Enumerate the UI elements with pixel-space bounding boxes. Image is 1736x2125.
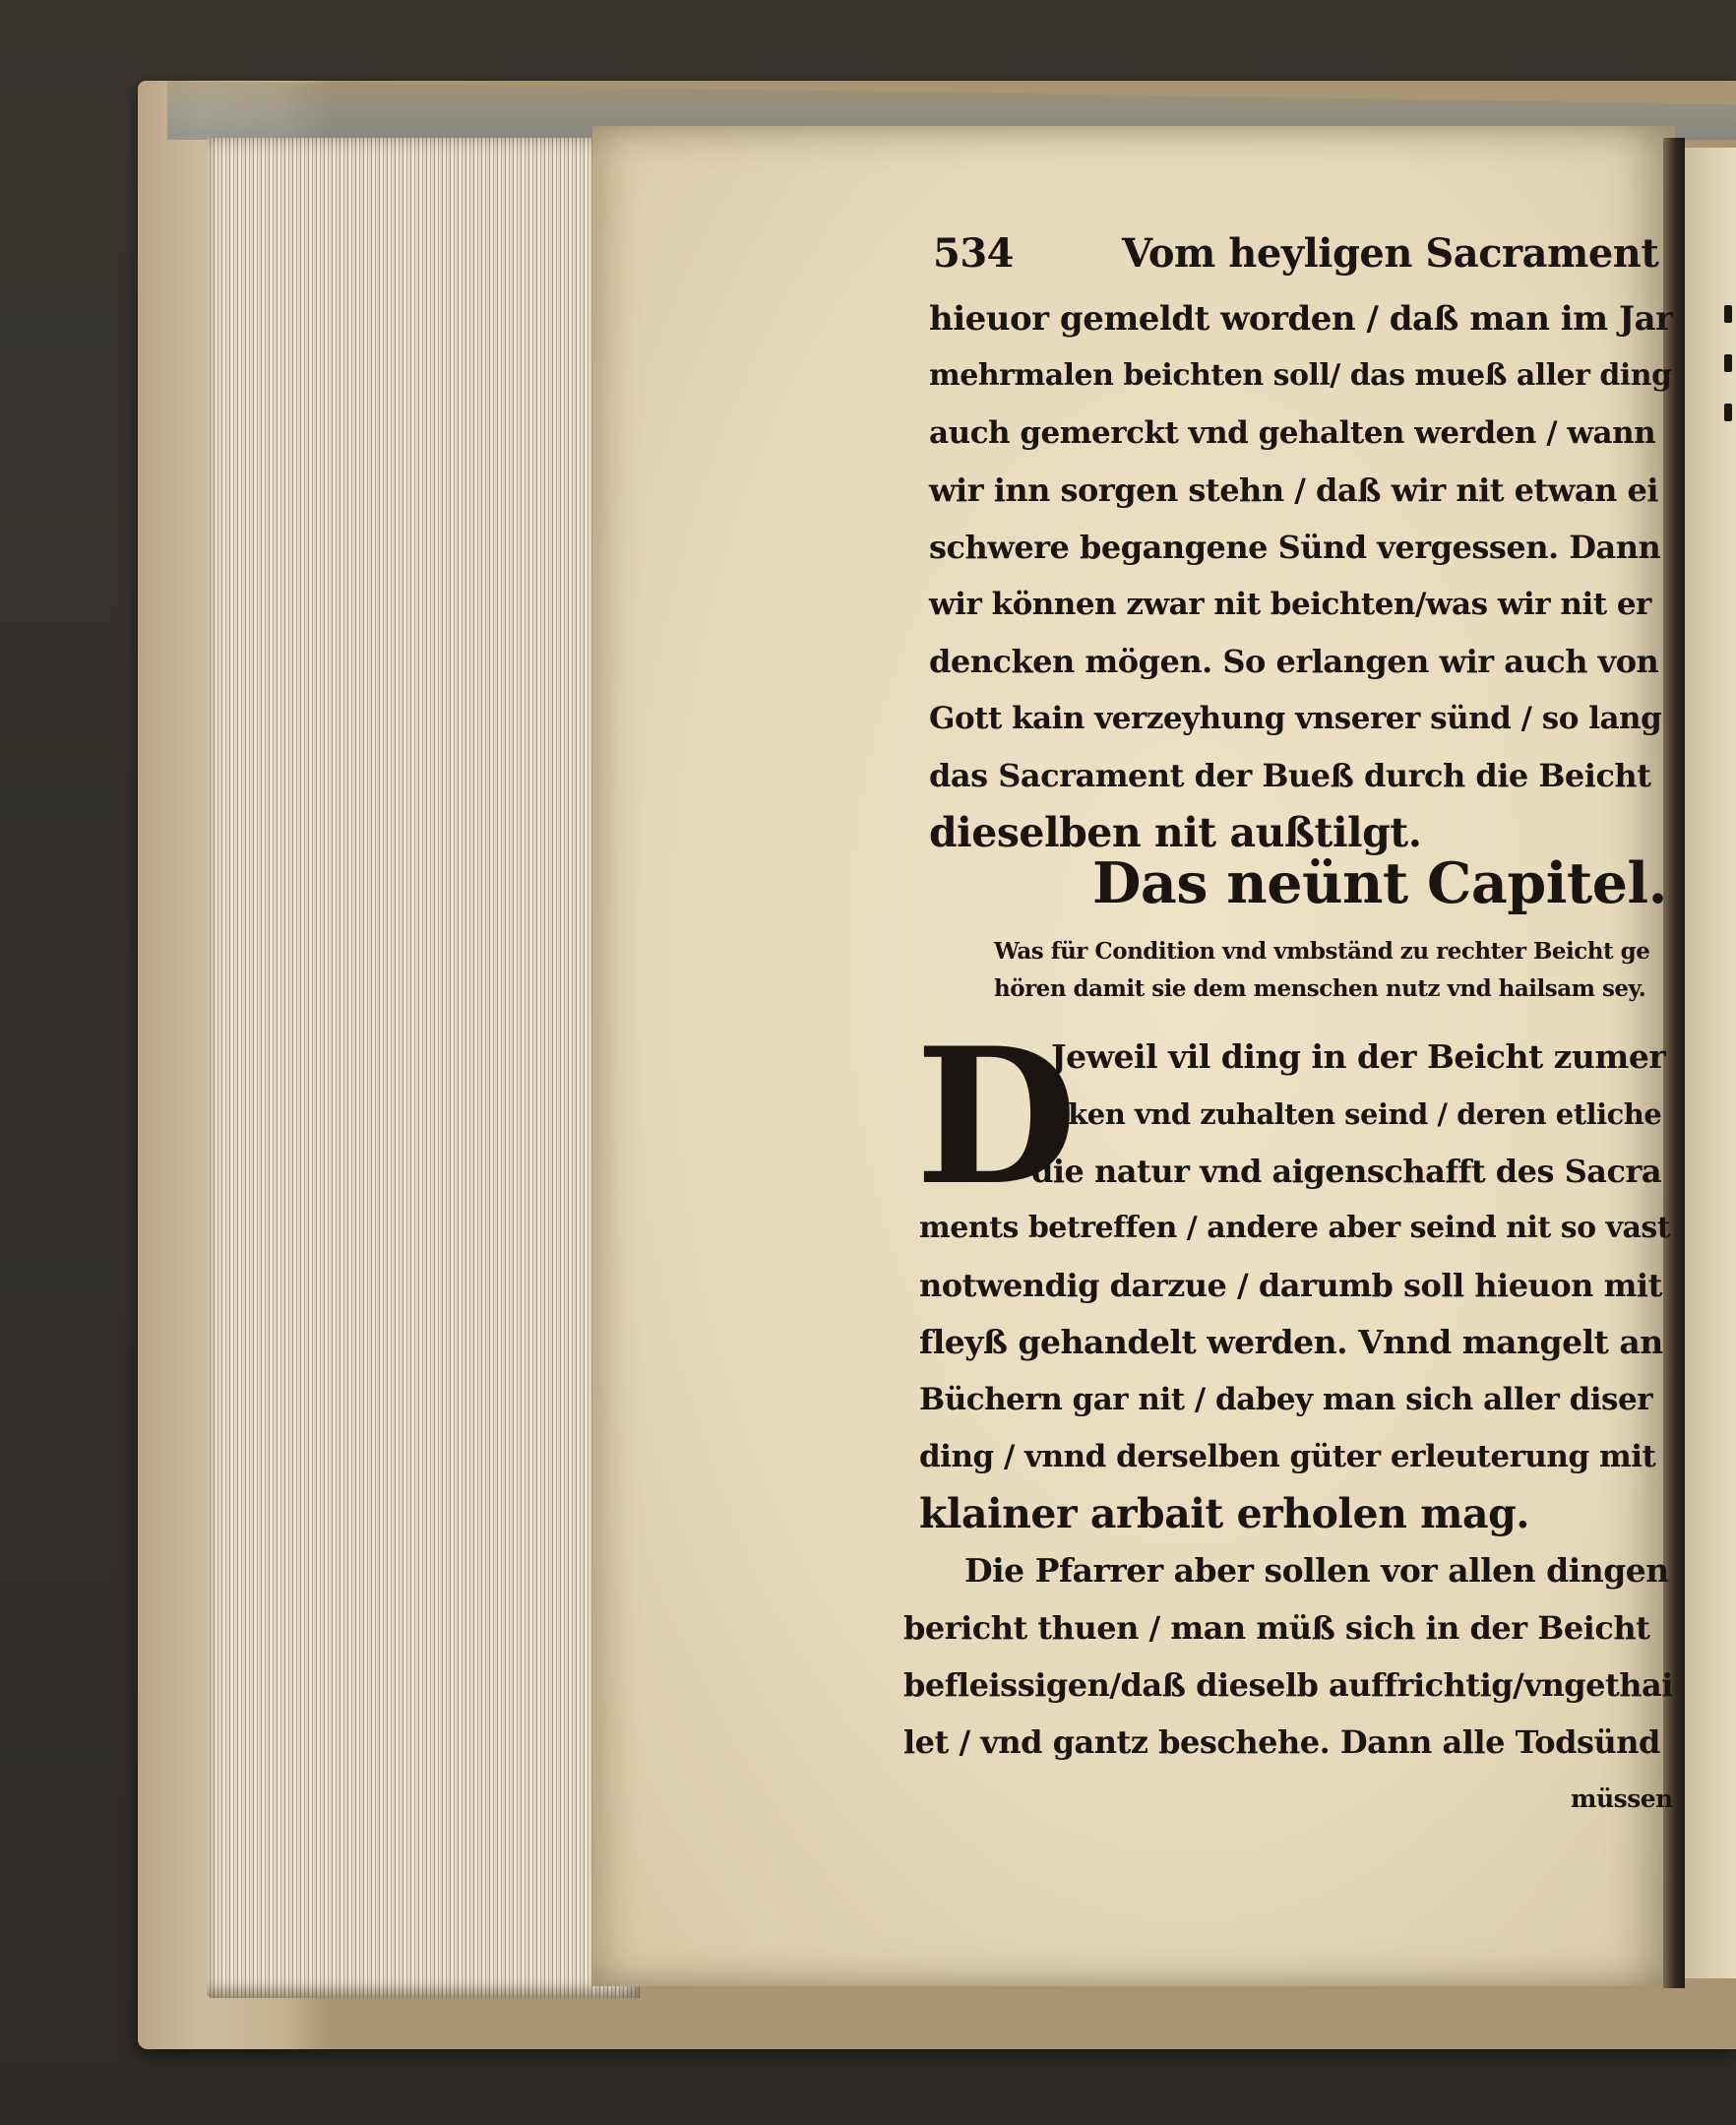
text-line: auch gemerckt vnd gehalten werden / wann	[929, 415, 1656, 451]
text-line: Jeweil vil ding in der Beicht zumer	[1051, 1037, 1666, 1076]
text-line: Büchern gar nit / dabey man sich aller diser	[919, 1382, 1653, 1417]
text-line: schwere begangene Sünd vergessen. Dann	[929, 529, 1661, 566]
text-line: wir inn sorgen stehn / daß wir nit etwan ei	[929, 471, 1658, 509]
text-line: ding / vnnd derselben güter erleuterung mit	[919, 1439, 1656, 1474]
drop-cap: D	[915, 1007, 1078, 1226]
text-line: befleissigen/daß dieselb auffrichtig/vngethai	[903, 1666, 1673, 1704]
text-line: let / vnd gantz beschehe. Dann alle Todsünd	[903, 1723, 1660, 1761]
text-line: das Sacrament der Bueß durch die Beicht	[929, 757, 1651, 794]
text-line: dieselben nit außtilgt.	[929, 809, 1422, 856]
text-line: cken vnd zuhalten seind / deren etliche	[1051, 1097, 1662, 1131]
chapter-summary-line: Was für Condition vnd vmbständ zu rechter Beicht ge	[994, 938, 1650, 965]
text-line: Die Pfarrer aber sollen vor allen dingen	[964, 1551, 1669, 1590]
chapter-title: Das neünt Capitel.	[1092, 850, 1667, 916]
text-line: bericht thuen / man müß sich in der Beicht	[903, 1609, 1650, 1647]
text-line: klainer arbait erholen mag.	[919, 1490, 1530, 1537]
text-line: dencken mögen. So erlangen wir auch von	[929, 643, 1659, 680]
text-line: die natur vnd aigenschafft des Sacra	[1031, 1153, 1662, 1190]
text-line: ments betreffen / andere aber seind nit so vast	[919, 1211, 1671, 1245]
catchword: müssen	[1571, 1784, 1673, 1813]
page-number: 534	[933, 230, 1014, 277]
text-line: mehrmalen beichten soll/ das mueß aller ding	[929, 358, 1672, 393]
chapter-summary-line: hören damit sie dem menschen nutz vnd hailsam sey.	[994, 975, 1646, 1002]
text-line: hieuor gemeldt worden / daß man im Jar	[929, 299, 1673, 339]
running-title: Vom heyligen Sacrament	[1122, 230, 1659, 277]
text-line: Gott kain verzeyhung vnserer sünd / so lang	[929, 701, 1662, 736]
text-line: notwendig darzue / darumb soll hieuon mit	[919, 1267, 1662, 1304]
text-line: wir können zwar nit beichten/was wir nit er	[929, 587, 1651, 622]
text-line: fleyß gehandelt werden. Vnnd mangelt an	[919, 1323, 1663, 1361]
